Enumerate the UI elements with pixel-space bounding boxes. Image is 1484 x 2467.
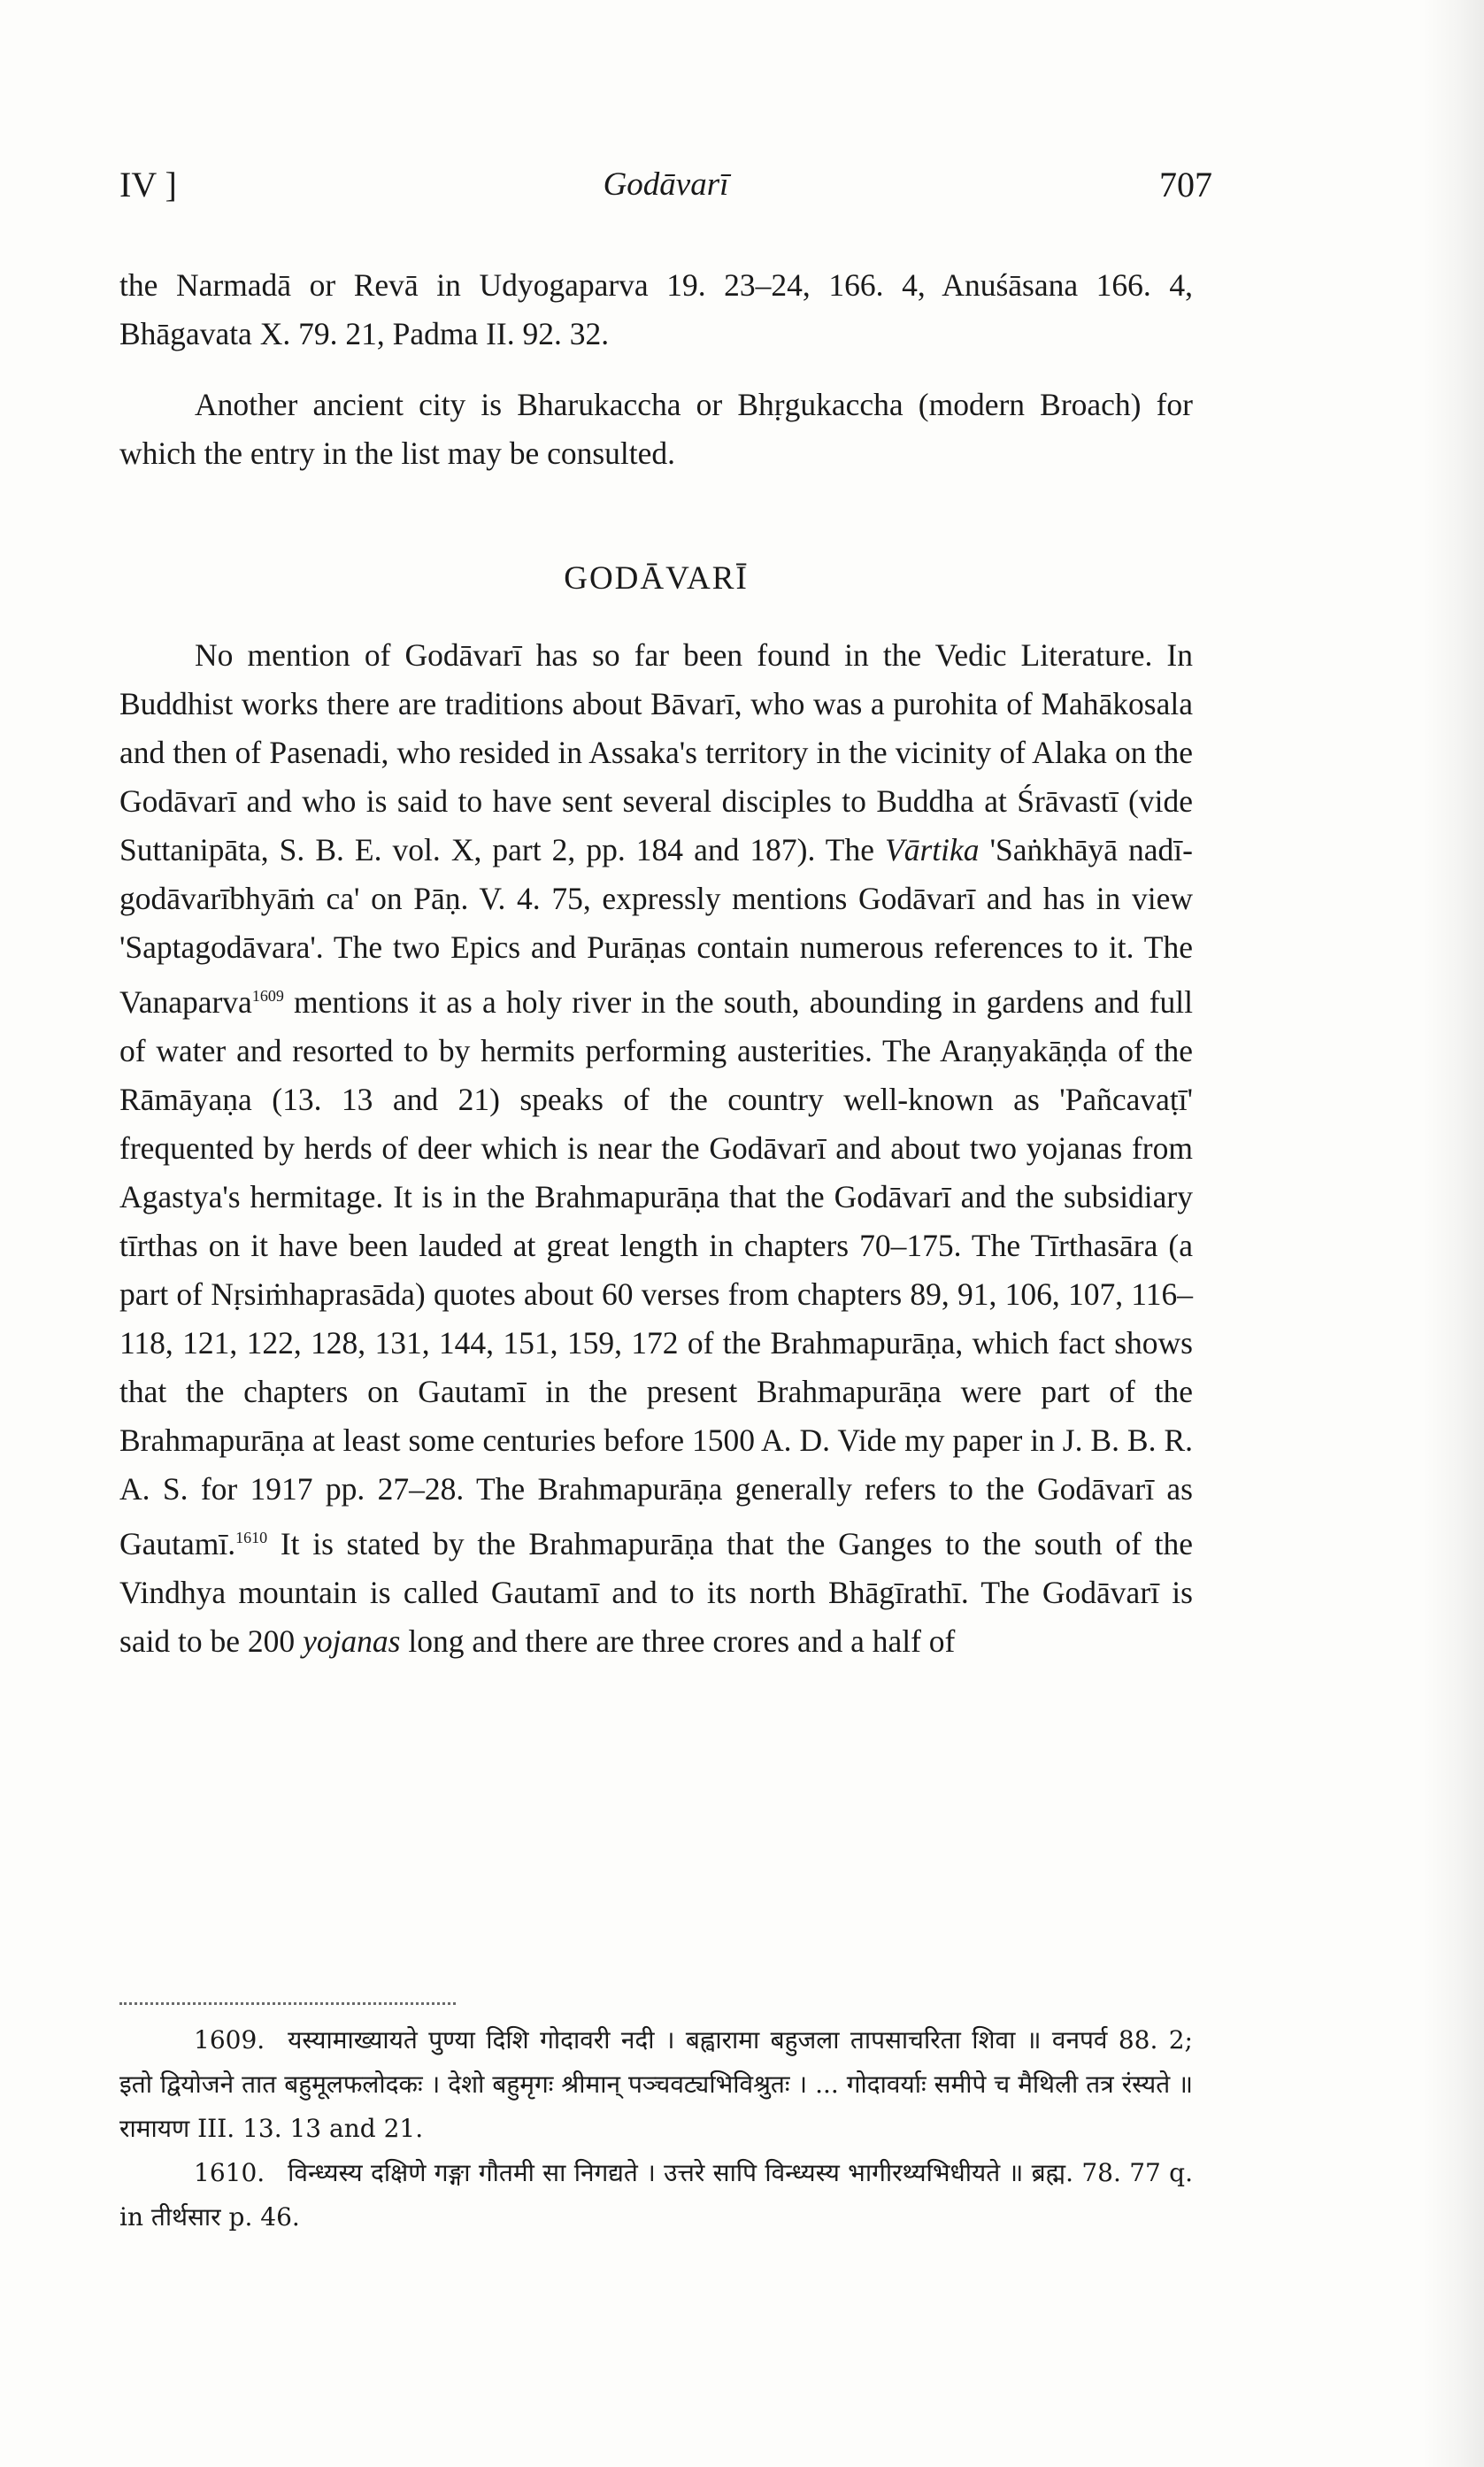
text-run: No mention of Godāvarī has so far been found in the Vedic Literature. In Buddhist works there are traditions about Bāvarī, who was a purohita of Mahākosala and then of Pasenadi, who resided in Assaka's territory in the vicinity of Alaka on the Godāvarī and who is said to have sent several disciples to Buddha at Śrāvastī (vide Suttanipāta, S. B. E. vol. X, part 2, pp. 184 and 187). The	[119, 637, 1193, 867]
footnote-text: यस्यामाख्यायते पुण्या दिशि गोदावरी नदी । बह्वारामा बहुजला तापसाचरिता शिवा ॥ वनपर्व 88. 2; इतो द्वियोजने तात बहुमूलफलोदकः । देशो बहुमृगः श्रीमान् पञ्चवट्यभिविश्रुतः । ... गोदावर्याः समीपे च मैथिली तत्र रंस्यते ॥ रामायण III. 13. 13 and 21.	[119, 2025, 1193, 2143]
footnote-number: 1610.	[194, 2158, 265, 2187]
godavari-paragraph	[119, 631, 1193, 1666]
paragraph-text: Another ancient city is Bharukaccha or Bhṛgukaccha (modern Broach) for which the entry in the list may be consulted.	[119, 387, 1193, 471]
footnote-rule	[119, 2002, 456, 2005]
paragraph-text: the Narmadā or Revā in Udyogaparva 19. 23–24, 166. 4, Anuśāsana 166. 4, Bhāgavata X. 79. 21, Padma II. 92. 32.	[119, 267, 1193, 351]
footnote-ref: 1609	[251, 987, 284, 1005]
continued-paragraph	[119, 261, 1193, 358]
italic-term: Vārtika	[885, 832, 980, 867]
footnote-number: 1609.	[194, 2025, 265, 2055]
text-run: 'Saṅkhāyā nadī-godāvarībhyāṁ ca' on Pāṇ. V. 4. 75, expressly mentions Godāvarī and has in view 'Saptagodāvara'. The two Epics and Purāṇas contain numerous references to it. The Vanaparva	[119, 832, 1193, 1020]
paragraph-text	[119, 631, 1193, 1666]
text-run: long and there are three crores and a half of	[400, 1623, 956, 1659]
running-title: Godāvarī	[603, 166, 729, 203]
section-number: IV ]	[119, 165, 177, 204]
scan-shadow	[1422, 0, 1484, 2467]
footnote-1609	[119, 2018, 1193, 2151]
text-run: mentions it as a holy river in the south, abounding in gardens and full of water and resorted to by hermits performing austerities. The Araṇyakāṇḍa of the Rāmāyaṇa (13. 13 and 21) speaks of the country well-known as 'Pañcavaṭī' frequented by herds of deer which is near the Godāvarī and about two yojanas from Agastya's hermitage. It is in the Brahmapurāṇa that the Godāvarī and the subsidiary tīrthas on it have been lauded at great length in chapters 70–175. The Tīrthasāra (a part of Nṛsiṁhaprasāda) quotes about 60 verses from chapters 89, 91, 106, 107, 116–118, 121, 122, 128, 131, 144, 151, 159, 172 of the Brahmapurāṇa, which fact shows that the chapters on Gautamī in the present Brahmapurāṇa were part of the Brahmapurāṇa at least some centuries before 1500 A. D. Vide my paper in J. B. B. R. A. S. for 1917 pp. 27–28. The Brahmapurāṇa generally refers to the Godāvarī as Gautamī.	[119, 983, 1193, 1561]
section-heading: GODĀVARĪ	[564, 560, 749, 597]
footnote-ref: 1610	[235, 1528, 268, 1546]
bharukaccha-paragraph	[119, 381, 1193, 478]
running-head	[119, 164, 1212, 217]
footnotes	[119, 2018, 1193, 2240]
page-number: 707	[1159, 165, 1212, 204]
footnote-text: विन्ध्यस्य दक्षिणे गङ्गा गौतमी सा निगद्यते । उत्तरे सापि विन्ध्यस्य भागीरथ्यभिधीयते ॥ ब्रह्म. 78. 77 q. in तीर्थसार p. 46.	[119, 2158, 1193, 2232]
italic-term: yojanas	[303, 1623, 401, 1659]
text-run: It is stated by the Brahmapurāṇa that the Ganges to the south of the Vindhya mountain is called Gautamī and to its north Bhāgīrathī. The Godāvarī is said to be 200	[119, 1525, 1193, 1659]
footnote-1610	[119, 2151, 1193, 2240]
